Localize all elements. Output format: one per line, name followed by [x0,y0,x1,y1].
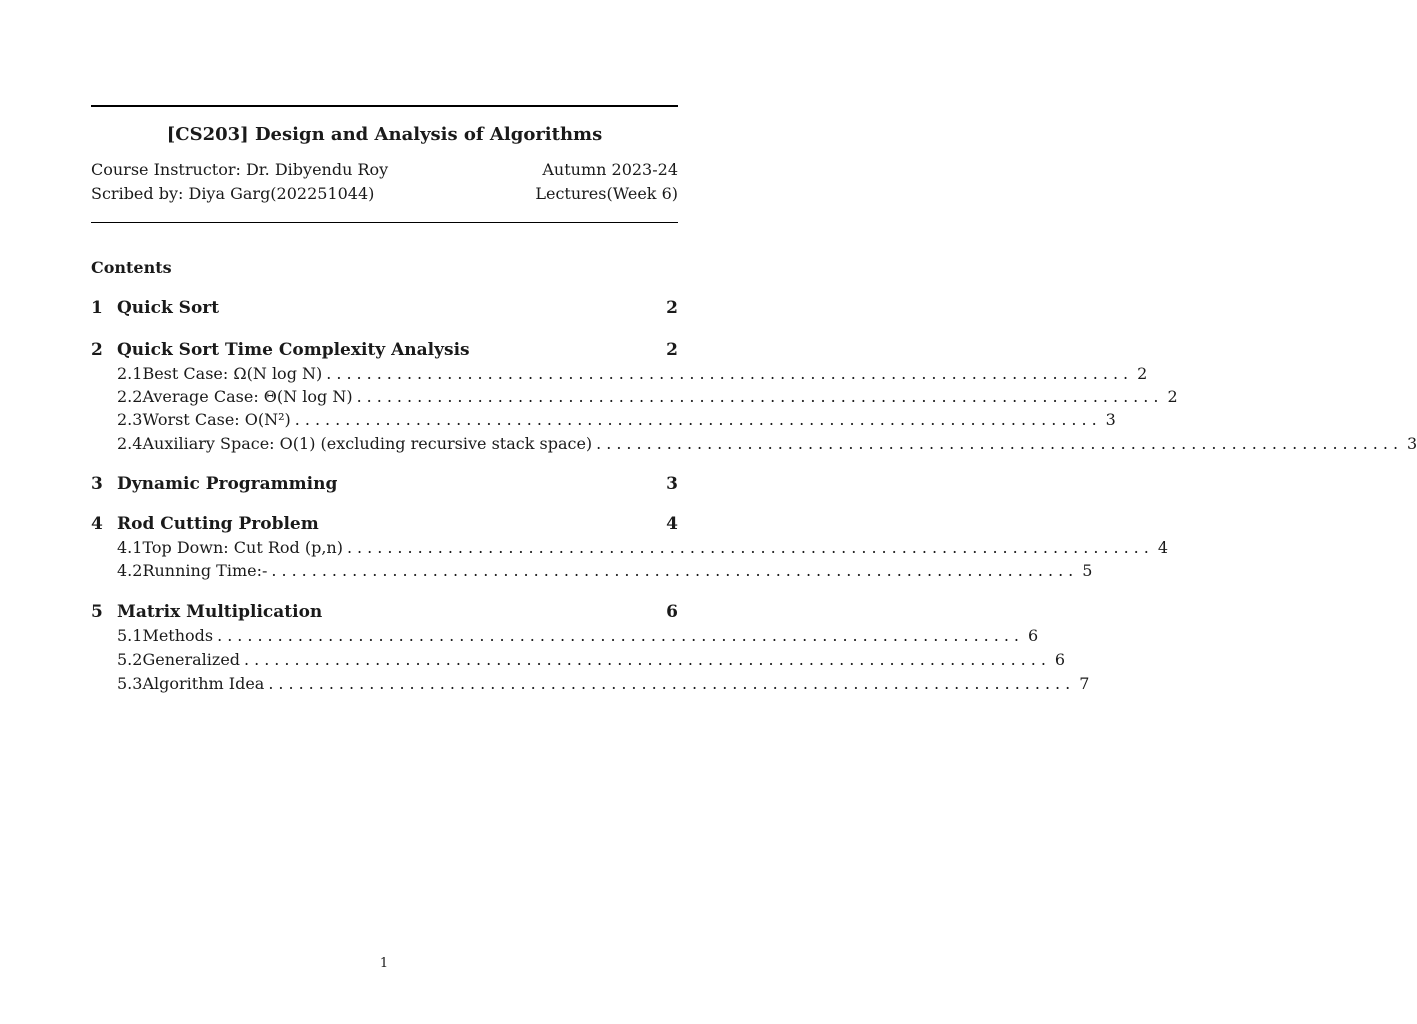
toc-number: 4.1 [117,538,143,557]
toc-number: 5.2 [117,650,143,669]
toc-page: 3 [1407,434,1417,453]
toc-number: 5 [91,602,103,622]
toc-section-2[interactable] [91,340,678,362]
toc-number: 4.2 [117,561,143,580]
toc-number: 5.1 [117,626,143,645]
course-title: [CS203] Design and Analysis of Algorithms [166,124,603,145]
header-row-scribe [91,184,678,203]
toc-section-3[interactable] [91,474,678,496]
toc-subsection-2-2[interactable] [117,387,1178,409]
toc-label: Running Time:- [142,561,268,580]
toc-subsection-5-3[interactable] [117,674,1090,696]
toc-page: 6 [1028,626,1039,645]
toc-subsection-5-1[interactable] [117,626,1039,648]
toc-section-5[interactable] [91,602,678,624]
toc-leader-dots: ................................................................................ [356,387,1164,406]
toc-page: 2 [666,298,678,318]
toc-label: Methods [142,626,214,645]
toc-number: 1 [91,298,103,318]
toc-label: Rod Cutting Problem [117,514,319,534]
toc-page: 7 [1079,674,1090,693]
lectures-text: Lectures(Week 6) [535,184,678,203]
toc-subsection-5-2[interactable] [117,650,1066,672]
toc-number: 3 [91,474,103,494]
toc-leader-dots: ................................................................................ [326,364,1134,383]
toc-page: 2 [1167,387,1178,406]
toc-number: 4 [91,514,103,534]
toc-page: 2 [666,340,678,360]
toc-number: 2 [91,340,103,360]
toc-label: Average Case: Θ(N log N) [142,387,353,406]
toc-leader-dots: ................................................................................ [346,538,1154,557]
toc-subsection-2-3[interactable] [117,410,1116,432]
toc-label: Best Case: Ω(N log N) [142,364,323,383]
toc-leader-dots: ................................................................................ [217,626,1024,645]
toc-section-1[interactable] [91,298,678,320]
toc-label: Quick Sort [117,298,220,318]
header-bottom-rule [91,222,678,223]
toc-label: Generalized [142,650,241,669]
toc-label: Worst Case: O(N²) [142,410,291,429]
toc-number: 5.3 [117,674,143,693]
scribe-text: Scribed by: Diya Garg(202251044) [91,184,375,203]
toc-subsection-4-2[interactable] [117,561,1093,583]
header-top-rule [91,105,678,107]
toc-label: Dynamic Programming [117,474,338,494]
toc-number: 2.3 [117,410,143,429]
toc-subsection-4-1[interactable] [117,538,1169,560]
toc-page: 6 [666,602,678,622]
toc-leader-dots: ................................................................................ [268,674,1076,693]
toc-label: Auxiliary Space: O(1) (excluding recursive stack space) [142,434,593,453]
toc-page: 5 [1082,561,1093,580]
toc-page: 4 [666,514,678,534]
toc-page: 2 [1137,364,1148,383]
toc-leader-dots: ................................................................................ [244,650,1051,669]
toc-subsection-2-1[interactable] [117,364,1148,386]
contents-heading: Contents [91,258,172,277]
toc-page: 4 [1157,538,1169,557]
toc-leader-dots: ................................................................................ [596,434,1404,453]
toc-leader-dots: ................................................................................ [271,561,1079,580]
header-row-instructor [91,160,678,179]
toc-number: 2.4 [117,434,143,453]
toc-label: Quick Sort Time Complexity Analysis [117,340,470,360]
term-text: Autumn 2023-24 [542,160,678,179]
page-number: 1 [379,956,389,971]
toc-subsection-2-4[interactable] [117,434,1417,456]
toc-page: 3 [666,474,678,494]
toc-page: 3 [1105,410,1116,429]
toc-number: 2.2 [117,387,143,406]
instructor-text: Course Instructor: Dr. Dibyendu Roy [91,160,389,179]
toc-section-4[interactable] [91,514,678,536]
toc-label: Matrix Multiplication [117,602,323,622]
toc-leader-dots: ................................................................................ [294,410,1102,429]
toc-label: Top Down: Cut Rod (p,n) [142,538,343,557]
toc-number: 2.1 [117,364,143,383]
toc-page: 6 [1054,650,1066,669]
toc-label: Algorithm Idea [142,674,265,693]
